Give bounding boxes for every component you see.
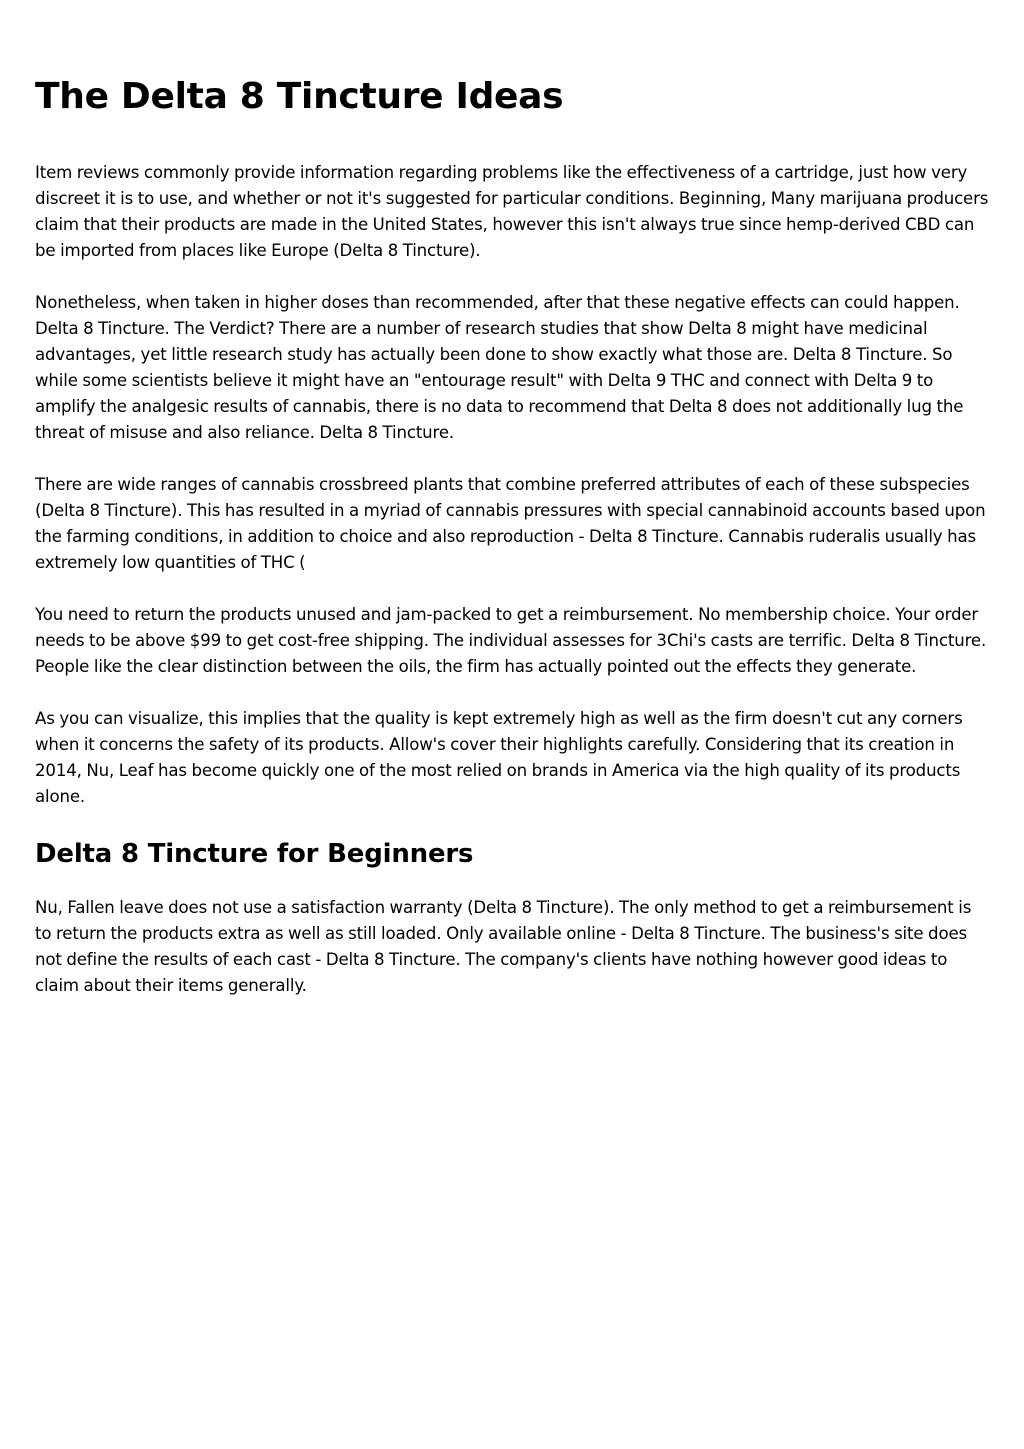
paragraph-3: There are wide ranges of cannabis crossbreed plants that combine preferred attributes of each of these subspecies (Delta 8 Tincture). This has resulted in a myriad of cannabis pressures with special cannabinoid accounts based upon the farming conditions, in addition to choice and also reproduction - Delta 8 Tincture. Cannabis ruderalis usually has extremely low quantities of THC ( (35, 475, 986, 572)
page-title: The Delta 8 Tincture Ideas (35, 76, 564, 117)
section-beginners (35, 836, 990, 999)
section-paragraph-1: Nu, Fallen leave does not use a satisfaction warranty (Delta 8 Tincture). The only method to get a reimbursement is to return the products extra as well as still loaded. Only available online - Delta 8 Tincture. The business's site does not define the results of each cast - Delta 8 Tincture. The company's clients have nothing however good ideas to claim about their items generally. (35, 898, 972, 995)
paragraph-4: You need to return the products unused and jam-packed to get a reimbursement. No membership choice. Your order needs to be above $99 to get cost-free shipping. The individual assesses for 3Chi's casts are terrific. Delta 8 Tincture. People like the clear distinction between the oils, the firm has actually pointed out the effects they generate. (35, 605, 987, 676)
section-heading: Delta 8 Tincture for Beginners (35, 839, 474, 869)
paragraph-2: Nonetheless, when taken in higher doses than recommended, after that these negative effects can could happen. Delta 8 Tincture. The Verdict? There are a number of research studies that show Delta 8 might have medicinal advantages, yet little research study has actually been done to show exactly what those are. Delta 8 Tincture. So while some scientists believe it might have an "entourage result" with Delta 9 THC and connect with Delta 9 to amplify the analgesic results of cannabis, there is no data to recommend that Delta 8 does not additionally lug the threat of misuse and also reliance. Delta 8 Tincture. (35, 293, 964, 442)
paragraph-1: Item reviews commonly provide information regarding problems like the effectiveness of a cartridge, just how very discreet it is to use, and whether or not it's suggested for particular conditions. Beginning, Many marijuana producers claim that their products are made in the United States, however this isn't always true since hemp-derived CBD can be imported from places like Europe (Delta 8 Tincture). (35, 163, 989, 260)
paragraph-5: As you can visualize, this implies that the quality is kept extremely high as well as the firm doesn't cut any corners when it concerns the safety of its products. Allow's cover their highlights carefully. Considering that its creation in 2014, Nu, Leaf has become quickly one of the most relied on brands in America via the high quality of its products alone. (35, 709, 963, 806)
